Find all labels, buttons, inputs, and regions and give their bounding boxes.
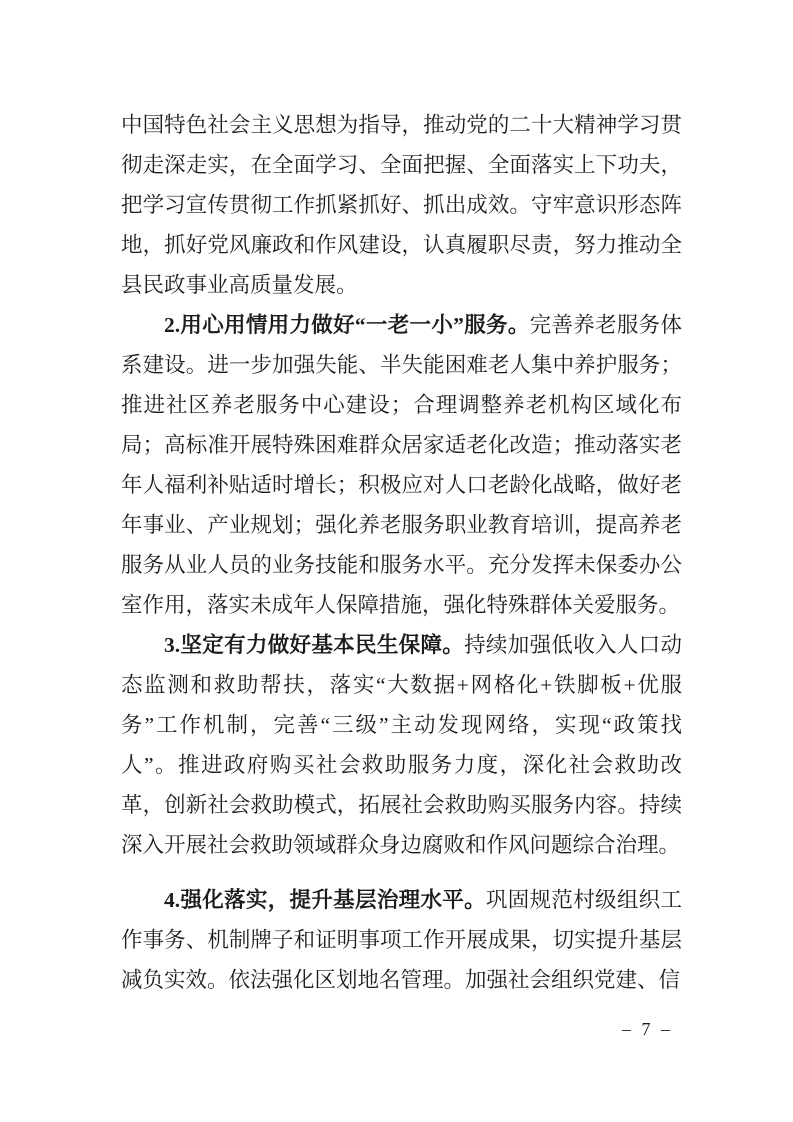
paragraph-text: 巩固规范村级组织工作事务、机制牌子和证明事项工作开展成果，切实提升基层减负实效。依法强化区划地名管理。加强社会组织党建、信 (121, 888, 682, 992)
paragraph-lead: 4.强化落实，提升基层治理水平。 (164, 888, 486, 912)
paragraph-item-2 (121, 305, 682, 625)
text-body (121, 105, 682, 1000)
paragraph-continuation (121, 105, 682, 305)
paragraph-text: 中国特色社会主义思想为指导，推动党的二十大精神学习贯彻走深走实，在全面学习、全面把握、全面落实上下功夫，把学习宣传贯彻工作抓紧抓好、抓出成效。守牢意识形态阵地，抓好党风廉政和作风建设，认真履职尽责，努力推动全县民政事业高质量发展。 (121, 113, 682, 297)
paragraph-item-3 (121, 625, 682, 865)
paragraph-item-4 (121, 880, 682, 1000)
paragraph-lead: 3.坚定有力做好基本民生保障。 (164, 633, 465, 657)
page-number: – 7 – (622, 1019, 673, 1039)
paragraph-text: 持续加强低收入人口动态监测和救助帮扶，落实“大数据+网格化+铁脚板+优服务”工作机制，完善“三级”主动发现网络，实现“政策找人”。推进政府购买社会救助服务力度，深化社会救助改革，创新社会救助模式，拓展社会救助购买服务内容。持续深入开展社会救助领域群众身边腐败和作风问题综合治理。 (121, 633, 682, 857)
paragraph-text: 完善养老服务体系建设。进一步加强失能、半失能困难老人集中养护服务；推进社区养老服务中心建设；合理调整养老机构区域化布局；高标准开展特殊困难群众居家适老化改造；推动落实老年人福利补贴适时增长；积极应对人口老龄化战略，做好老年事业、产业规划；强化养老服务职业教育培训，提高养老服务从业人员的业务技能和服务水平。充分发挥未保委办公室作用，落实未成年人保障措施，强化特殊群体关爱服务。 (121, 313, 682, 617)
paragraph-lead: 2.用心用情用力做好“一老一小”服务。 (164, 313, 530, 337)
